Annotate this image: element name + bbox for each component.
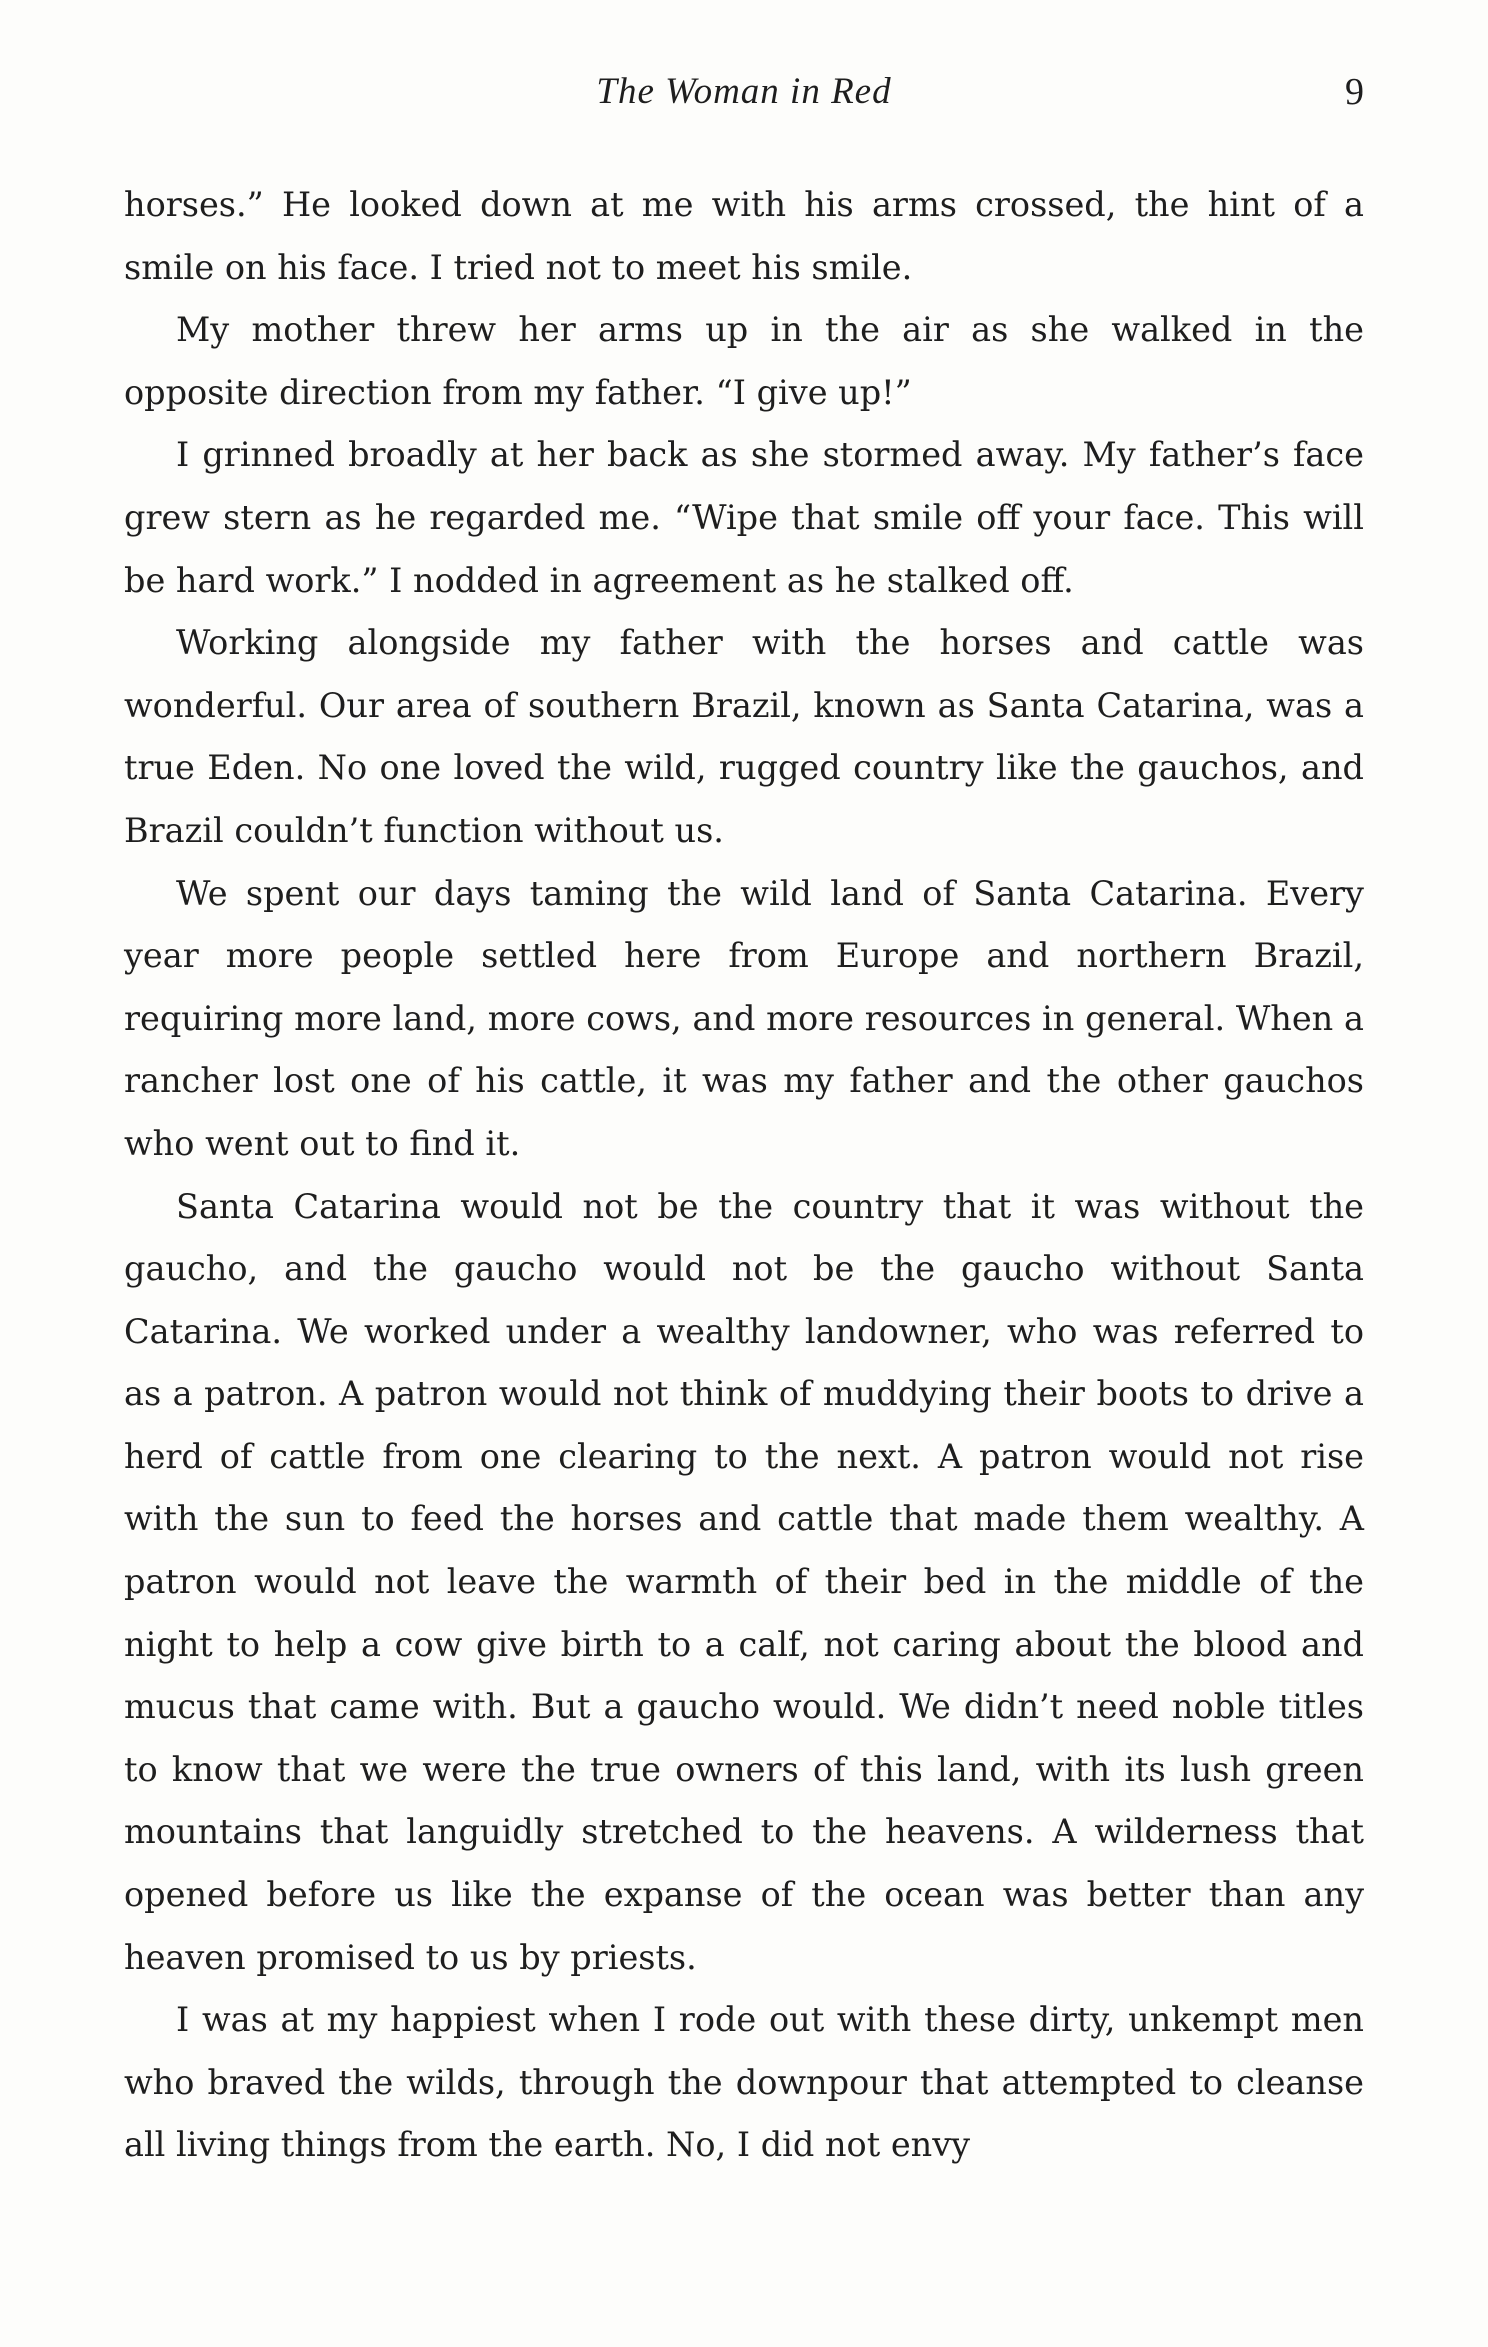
paragraph: My mother threw her arms up in the air as she walked in the opposite direction from my father. “I give up!” — [124, 310, 1364, 412]
running-title: The Woman in Red — [596, 71, 892, 112]
body-text — [124, 174, 1364, 2177]
paragraph: We spent our days taming the wild land of Santa Catarina. Every year more people settled here from Europe and northern Brazil, requiring more land, more cows, and more resources in general. When a rancher lost one of his cattle, it was my father and the other gauchos who went out to find it. — [124, 873, 1364, 1163]
paragraph: I grinned broadly at her back as she stormed away. My father’s face grew stern as he regarded me. “Wipe that smile off your face. This will be hard work.” I nodded in agreement as he stalked off. — [124, 435, 1364, 600]
page-number: 9 — [1345, 71, 1364, 113]
paragraph: Santa Catarina would not be the country that it was without the gaucho, and the gaucho would not be the gaucho without Santa Catarina. We worked under a wealthy landowner, who was referred to as a patron. A patron would not think of muddying their boots to drive a herd of cattle from one clearing to the next. A patron would not rise with the sun to feed the horses and cattle that made them wealthy. A patron would not leave the warmth of their bed in the middle of the night to help a cow give birth to a calf, not caring about the blood and mucus that came with. But a gaucho would. We didn’t need noble titles to know that we were the true owners of this land, with its lush green mountains that languidly stretched to the heavens. A wilderness that opened before us like the expanse of the ocean was better than any heaven promised to us by priests. — [124, 1186, 1364, 1977]
paragraph: Working alongside my father with the horses and cattle was wonderful. Our area of southern Brazil, known as Santa Catarina, was a true Eden. No one loved the wild, rugged country like the gauchos, and Brazil couldn’t function without us. — [124, 623, 1364, 850]
paragraph: I was at my happiest when I rode out with these dirty, unkempt men who braved the wilds, through the downpour that attempted to cleanse all living things from the earth. No, I did not envy — [124, 2000, 1364, 2165]
running-header — [124, 62, 1364, 122]
paragraph-continuation: horses.” He looked down at me with his arms crossed, the hint of a smile on his face. I tried not to meet his smile. — [124, 185, 1364, 287]
